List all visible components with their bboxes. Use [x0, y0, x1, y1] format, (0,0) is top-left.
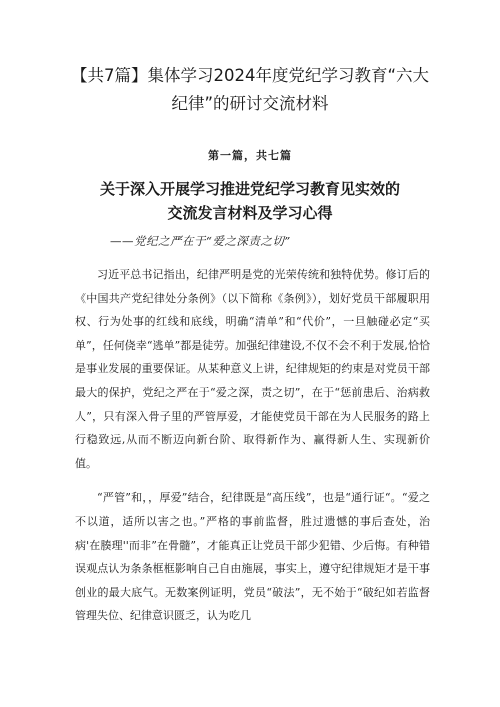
article-title [80, 177, 420, 225]
article-body [75, 263, 430, 639]
article-subtitle: ——党纪之严在于“爱之深责之切” [110, 234, 291, 248]
document-title [70, 62, 430, 118]
document-title-line-2: 纪律”的研讨交流材料 [171, 94, 329, 113]
document-title-line-1: 【共7篇】集体学习2024年度党纪学习教育“六大 [70, 66, 430, 85]
article-title-line-2: 交流发言材料及学习心得 [167, 204, 333, 222]
body-paragraph-1: 习近平总书记指出，纪律严明是党的光荣传统和独特优势。修订后的《中国共产党纪律处分条例》（以下简称《条例》），划好党员干部履职用权、行为处事的红线和底线，明确“清单”和“代价”，一旦触碰必定“买单”，任何侥幸“逃单”都是徒劳。加强纪律建设,不仅不会不利于发展,恰恰是事业发展的重要保证。从某种意义上讲，纪律规矩的约束是对党员干部最大的保护，党纪之严在于“爱之深，责之切”，在于“惩前患后、治病救人”，只有深入骨子里的严管厚爱，才能使党员干部在为人民服务的路上行稳致远,从而不断迈向新台阶、取得新作为、赢得新人生、实现新价值。 [75, 268, 430, 470]
part-label: 第一篇，共七篇 [208, 149, 292, 162]
article-title-line-1: 关于深入开展学习推进党纪学习教育见实效的 [99, 180, 400, 198]
body-paragraph-2: “严管”和，，厚爱”结合，纪律既是“高压线”，也是“通行证“。“爱之不以道，适所以害之也。”严格的事前监督，胜过遗憾的事后查处，治病'在腠理''而非”在骨髓”，才能真正让党员干部少犯错、少后悔。有种错误观点认为条条框框影响自己自由施展，事实上，遵守纪律规矩才是干事创业的最大底气。无数案例证明，党员“破法”，无不始于“破纪如若监督管理失位、纪律意识匮乏，认为吃几 [75, 491, 430, 623]
